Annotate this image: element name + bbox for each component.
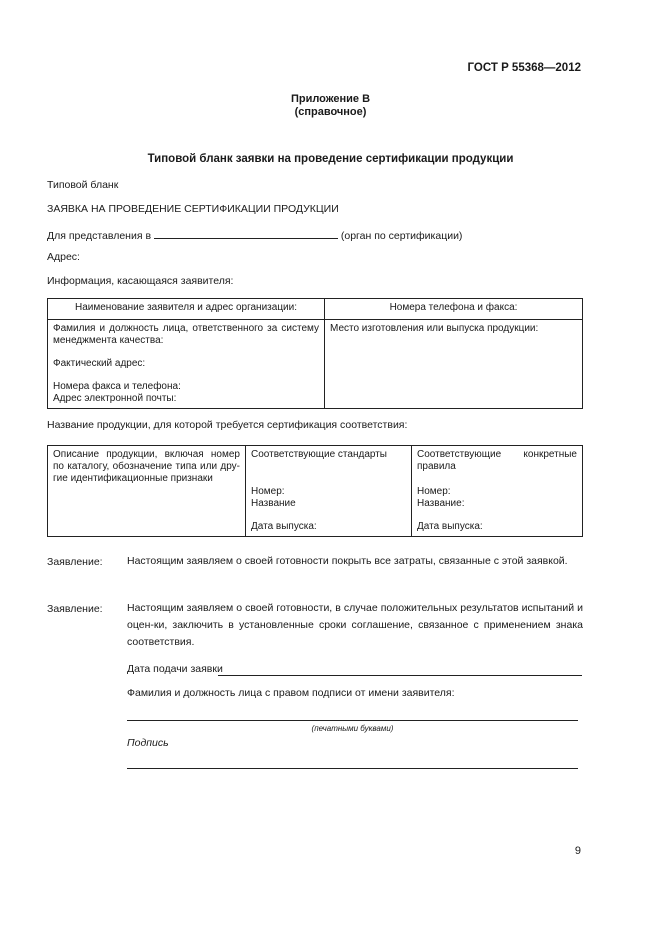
product-description-label: Описание продукции, включая номер по каталогу, обозначение типа или дру-гие идентификационные признаки: [53, 449, 240, 484]
signer-label: Фамилия и должность лица с правом подписи от имени заявителя:: [127, 687, 455, 699]
submission-date-label: Дата подачи заявки: [127, 663, 223, 675]
qms-responsible-label: Фамилия и должность лица, ответственного за систему менеджмента качества:: [53, 323, 319, 346]
standards-name-label: Название: [251, 498, 296, 509]
product-description-cell[interactable]: [48, 446, 246, 537]
rules-name-label: Название:: [417, 498, 465, 509]
fax-phone-label: Номера факса и телефона:: [53, 381, 181, 392]
form-label: Типовой бланк: [47, 179, 119, 191]
standards-date-label: Дата выпуска:: [251, 521, 317, 532]
certification-body-field[interactable]: [154, 228, 338, 239]
standards-number-label: Номер:: [251, 486, 285, 497]
statement1-label: Заявление:: [47, 556, 103, 568]
submission-date-field[interactable]: [218, 675, 582, 676]
phone-fax-header: Номера телефона и факса:: [325, 299, 583, 320]
signature-label: Подпись: [127, 737, 169, 749]
statement2-label: Заявление:: [47, 603, 103, 615]
manufacturing-place-label: Место изготовления или выпуска продукции:: [330, 323, 539, 334]
document-title: Типовой бланк заявки на проведение сертификации продукции: [147, 153, 514, 165]
rules-title: Соответствующие конкретные правила: [417, 449, 577, 472]
annex-note: (справочное): [294, 106, 367, 118]
print-letters-note: (печатными буквами): [311, 724, 394, 733]
statement1-text: Настоящим заявляем о своей готовности покрыть все затраты, связанные с этой заявкой.: [127, 555, 568, 567]
standards-title: Соответствующие стандарты: [251, 449, 387, 460]
standards-cell[interactable]: [246, 446, 412, 537]
product-table: [47, 445, 583, 537]
actual-address-label: Фактический адрес:: [53, 358, 146, 369]
rules-date-label: Дата выпуска:: [417, 521, 483, 532]
applicant-info-label: Информация, касающаяся заявителя:: [47, 275, 234, 287]
annex-heading: [0, 93, 661, 119]
email-label: Адрес электронной почты:: [53, 393, 177, 404]
signature-field[interactable]: [127, 768, 578, 769]
statement2-text: Настоящим заявляем о своей готовности, в случае положительных результатов испытаний и оцен-ки, заключить в установленные сроки соглашение, связанное с применением знака соответствия.: [127, 602, 583, 648]
applicant-details-cell[interactable]: [48, 320, 325, 409]
page-number: 9: [574, 845, 581, 857]
form-heading: ЗАЯВКА НА ПРОВЕДЕНИЕ СЕРТИФИКАЦИИ ПРОДУКЦИИ: [47, 203, 339, 215]
rules-cell[interactable]: [412, 446, 583, 537]
address-label: Адрес:: [47, 251, 80, 263]
signer-name-field[interactable]: [127, 720, 578, 721]
standard-number: ГОСТ Р 55368—2012: [467, 62, 581, 74]
applicant-name-header: Наименование заявителя и адрес организации:: [48, 299, 325, 320]
annex-title: Приложение В: [290, 93, 371, 105]
submit-to-prefix: Для представления в: [47, 230, 152, 242]
submit-to-line: [47, 228, 462, 242]
applicant-table: [47, 298, 583, 409]
product-name-label: Название продукции, для которой требуется сертификация соответствия:: [47, 419, 408, 431]
submit-to-suffix: (орган по сертификации): [340, 230, 463, 242]
manufacturing-place-cell[interactable]: [325, 320, 583, 409]
rules-number-label: Номер:: [417, 486, 451, 497]
